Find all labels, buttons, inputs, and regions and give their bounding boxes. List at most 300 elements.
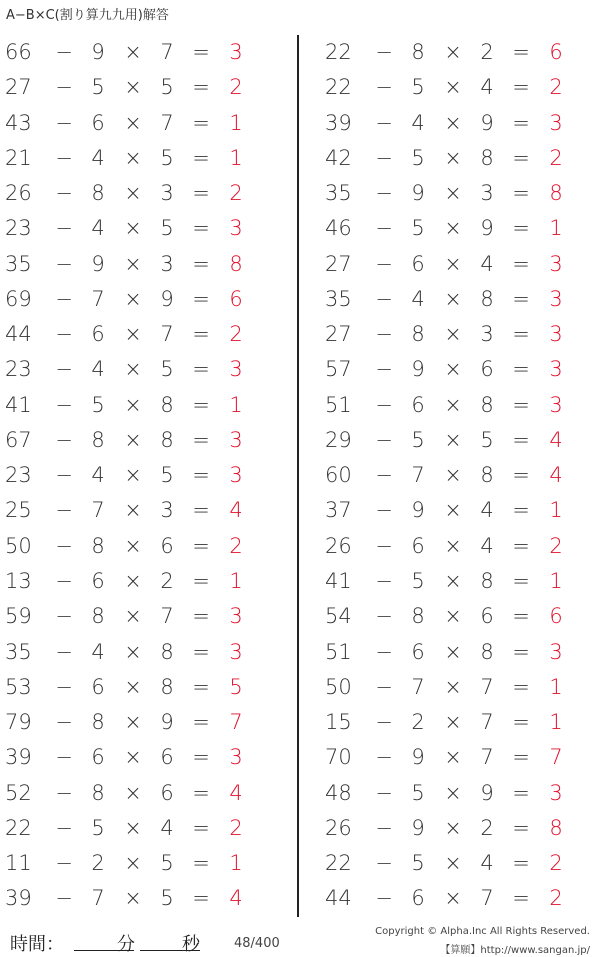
minus-sign: − — [375, 498, 393, 523]
times-sign: × — [124, 145, 142, 170]
multiplier: 8 — [160, 674, 174, 699]
answer: 5 — [229, 674, 243, 699]
page-title: A−B×C(割り算九九用)解答 — [6, 8, 169, 23]
minus-sign: − — [375, 216, 393, 241]
times-sign: × — [124, 40, 142, 64]
minuend: 51 — [325, 639, 352, 664]
problem-row — [320, 176, 600, 211]
multiplier: 2 — [480, 40, 494, 64]
equals-sign: = — [512, 251, 530, 276]
multiplier: 5 — [480, 427, 494, 452]
minuend: 50 — [5, 533, 32, 558]
multiplier: 7 — [160, 110, 174, 135]
minuend: 27 — [325, 251, 352, 276]
problem-row — [0, 458, 292, 493]
equals-sign: = — [512, 216, 530, 241]
answer: 2 — [229, 181, 243, 206]
problem-row — [320, 740, 600, 775]
multiplier: 9 — [480, 110, 494, 135]
minuend: 23 — [5, 216, 32, 241]
multiplier: 9 — [160, 710, 174, 735]
problem-row — [0, 247, 292, 282]
equals-sign: = — [192, 498, 210, 523]
problem-row — [0, 35, 292, 70]
problem-row — [0, 881, 292, 916]
multiplier: 4 — [480, 251, 494, 276]
problem-row — [320, 635, 600, 670]
multiplicand: 4 — [91, 357, 105, 382]
minuend: 39 — [5, 886, 32, 911]
times-sign: × — [124, 110, 142, 135]
minuend: 29 — [325, 427, 352, 452]
multiplicand: 6 — [91, 110, 105, 135]
minuend: 67 — [5, 427, 32, 452]
multiplier: 5 — [160, 851, 174, 876]
problem-row — [320, 599, 600, 634]
multiplicand: 6 — [411, 392, 425, 417]
multiplicand: 9 — [91, 40, 105, 64]
multiplicand: 8 — [91, 780, 105, 805]
problem-row — [320, 106, 600, 141]
minuend: 57 — [325, 357, 352, 382]
problem-row — [320, 282, 600, 317]
times-sign: × — [124, 815, 142, 840]
multiplicand: 9 — [411, 815, 425, 840]
equals-sign: = — [192, 745, 210, 770]
minus-sign: − — [55, 110, 73, 135]
minus-sign: − — [375, 392, 393, 417]
problem-row — [320, 388, 600, 423]
multiplicand: 5 — [411, 780, 425, 805]
times-sign: × — [444, 286, 462, 311]
answer: 3 — [229, 639, 243, 664]
multiplier: 8 — [160, 427, 174, 452]
multiplicand: 6 — [411, 886, 425, 911]
times-sign: × — [124, 886, 142, 911]
multiplier: 7 — [480, 710, 494, 735]
equals-sign: = — [192, 780, 210, 805]
minuend: 26 — [325, 815, 352, 840]
equals-sign: = — [192, 815, 210, 840]
minuend: 27 — [325, 322, 352, 347]
minus-sign: − — [375, 357, 393, 382]
equals-sign: = — [512, 392, 530, 417]
problem-row — [320, 529, 600, 564]
minuend: 44 — [325, 886, 352, 911]
minus-sign: − — [55, 674, 73, 699]
multiplier: 3 — [160, 498, 174, 523]
minuend: 15 — [325, 710, 352, 735]
minuend: 59 — [5, 604, 32, 629]
minuend: 60 — [325, 463, 352, 488]
site-url: 【算願】http://www.sangan.jp/ — [440, 945, 590, 956]
multiplier: 7 — [480, 674, 494, 699]
answer: 6 — [549, 604, 563, 629]
minus-sign: − — [55, 40, 73, 64]
answer: 1 — [229, 851, 243, 876]
equals-sign: = — [192, 639, 210, 664]
problem-row — [0, 529, 292, 564]
minus-sign: − — [375, 886, 393, 911]
answer: 2 — [229, 322, 243, 347]
minus-sign: − — [55, 251, 73, 276]
times-sign: × — [124, 251, 142, 276]
times-sign: × — [124, 427, 142, 452]
multiplicand: 7 — [411, 463, 425, 488]
times-sign: × — [444, 745, 462, 770]
times-sign: × — [124, 674, 142, 699]
page-number: 48/400 — [234, 936, 280, 951]
answer: 6 — [549, 40, 563, 64]
multiplier: 8 — [480, 286, 494, 311]
minus-sign: − — [375, 710, 393, 735]
times-sign: × — [444, 533, 462, 558]
multiplier: 7 — [480, 745, 494, 770]
minus-sign: − — [375, 181, 393, 206]
problem-row — [320, 670, 600, 705]
equals-sign: = — [512, 463, 530, 488]
times-sign: × — [124, 710, 142, 735]
times-sign: × — [444, 463, 462, 488]
times-sign: × — [444, 40, 462, 64]
minus-sign: − — [375, 40, 393, 64]
minus-sign: − — [55, 533, 73, 558]
times-sign: × — [444, 780, 462, 805]
minuend: 35 — [325, 181, 352, 206]
times-sign: × — [124, 181, 142, 206]
answer: 1 — [549, 498, 563, 523]
answer: 4 — [549, 463, 563, 488]
equals-sign: = — [192, 604, 210, 629]
equals-sign: = — [512, 604, 530, 629]
minuend: 37 — [325, 498, 352, 523]
multiplicand: 5 — [411, 216, 425, 241]
multiplier: 7 — [160, 40, 174, 64]
minus-sign: − — [55, 322, 73, 347]
answer: 4 — [229, 780, 243, 805]
answer: 1 — [229, 392, 243, 417]
multiplier: 6 — [480, 357, 494, 382]
times-sign: × — [124, 604, 142, 629]
problem-row — [320, 70, 600, 105]
times-sign: × — [124, 780, 142, 805]
minuend: 11 — [5, 851, 32, 876]
equals-sign: = — [512, 286, 530, 311]
minus-sign: − — [375, 639, 393, 664]
multiplicand: 7 — [91, 886, 105, 911]
multiplicand: 8 — [91, 181, 105, 206]
minus-sign: − — [55, 463, 73, 488]
minuend: 69 — [5, 286, 32, 311]
equals-sign: = — [192, 251, 210, 276]
problem-row — [320, 705, 600, 740]
multiplicand: 6 — [91, 568, 105, 593]
equals-sign: = — [192, 181, 210, 206]
answer: 1 — [549, 674, 563, 699]
multiplier: 8 — [160, 392, 174, 417]
multiplier: 5 — [160, 357, 174, 382]
answer: 3 — [549, 357, 563, 382]
problem-row — [320, 846, 600, 881]
multiplicand: 9 — [411, 498, 425, 523]
minuend: 50 — [325, 674, 352, 699]
answer: 2 — [229, 75, 243, 100]
multiplier: 8 — [480, 568, 494, 593]
answer: 3 — [229, 216, 243, 241]
answer: 1 — [229, 110, 243, 135]
minus-sign: − — [55, 216, 73, 241]
times-sign: × — [124, 639, 142, 664]
minus-sign: − — [375, 604, 393, 629]
times-sign: × — [444, 75, 462, 100]
times-sign: × — [124, 357, 142, 382]
minuend: 13 — [5, 568, 32, 593]
minuend: 22 — [325, 851, 352, 876]
times-sign: × — [124, 286, 142, 311]
multiplier: 9 — [160, 286, 174, 311]
problem-row — [0, 846, 292, 881]
multiplier: 8 — [480, 145, 494, 170]
equals-sign: = — [512, 110, 530, 135]
multiplicand: 9 — [411, 745, 425, 770]
times-sign: × — [124, 533, 142, 558]
minus-sign: − — [375, 780, 393, 805]
answer: 3 — [229, 745, 243, 770]
multiplier: 5 — [160, 463, 174, 488]
minuend: 70 — [325, 745, 352, 770]
column-divider — [297, 35, 299, 917]
answer: 3 — [549, 780, 563, 805]
equals-sign: = — [192, 886, 210, 911]
problem-row — [320, 423, 600, 458]
multiplicand: 4 — [411, 286, 425, 311]
equals-sign: = — [192, 463, 210, 488]
multiplier: 2 — [480, 815, 494, 840]
times-sign: × — [444, 674, 462, 699]
minus-sign: − — [55, 286, 73, 311]
equals-sign: = — [512, 886, 530, 911]
problem-row — [320, 247, 600, 282]
multiplier: 5 — [160, 886, 174, 911]
answer: 1 — [229, 568, 243, 593]
multiplicand: 7 — [91, 498, 105, 523]
problem-row — [0, 564, 292, 599]
answer: 1 — [549, 216, 563, 241]
answer: 2 — [549, 851, 563, 876]
multiplicand: 6 — [411, 251, 425, 276]
answer: 3 — [229, 357, 243, 382]
multiplier: 4 — [160, 815, 174, 840]
multiplicand: 9 — [411, 357, 425, 382]
equals-sign: = — [192, 710, 210, 735]
equals-sign: = — [512, 181, 530, 206]
answer: 2 — [229, 533, 243, 558]
multiplier: 5 — [160, 216, 174, 241]
left-problem-column — [0, 35, 292, 917]
answer: 4 — [229, 886, 243, 911]
equals-sign: = — [192, 75, 210, 100]
minus-sign: − — [375, 568, 393, 593]
minus-sign: − — [375, 851, 393, 876]
minus-sign: − — [375, 110, 393, 135]
times-sign: × — [444, 639, 462, 664]
answer: 8 — [229, 251, 243, 276]
minus-sign: − — [55, 427, 73, 452]
problem-row — [0, 352, 292, 387]
multiplicand: 5 — [411, 427, 425, 452]
multiplicand: 4 — [91, 216, 105, 241]
minuend: 35 — [5, 251, 32, 276]
problem-row — [0, 106, 292, 141]
minus-sign: − — [55, 851, 73, 876]
times-sign: × — [444, 322, 462, 347]
multiplicand: 7 — [91, 286, 105, 311]
minuend: 48 — [325, 780, 352, 805]
minuend: 22 — [325, 40, 352, 64]
answer: 4 — [549, 427, 563, 452]
multiplicand: 8 — [411, 322, 425, 347]
times-sign: × — [124, 745, 142, 770]
equals-sign: = — [512, 745, 530, 770]
minus-sign: − — [55, 710, 73, 735]
multiplicand: 6 — [411, 639, 425, 664]
multiplicand: 4 — [91, 463, 105, 488]
equals-sign: = — [512, 75, 530, 100]
times-sign: × — [444, 886, 462, 911]
minus-sign: − — [55, 886, 73, 911]
problem-row — [320, 776, 600, 811]
minuend: 42 — [325, 145, 352, 170]
minuend: 54 — [325, 604, 352, 629]
multiplier: 6 — [480, 604, 494, 629]
minus-sign: − — [55, 639, 73, 664]
times-sign: × — [444, 710, 462, 735]
minus-sign: − — [55, 392, 73, 417]
multiplier: 5 — [160, 145, 174, 170]
equals-sign: = — [512, 322, 530, 347]
minuend: 21 — [5, 145, 32, 170]
problem-row — [320, 352, 600, 387]
equals-sign: = — [512, 357, 530, 382]
minus-sign: − — [375, 815, 393, 840]
multiplier: 6 — [160, 533, 174, 558]
problem-row — [320, 458, 600, 493]
multiplier: 8 — [480, 639, 494, 664]
problem-row — [0, 740, 292, 775]
equals-sign: = — [192, 357, 210, 382]
seconds-label: 秒 — [182, 934, 200, 955]
answer: 3 — [549, 639, 563, 664]
minus-sign: − — [55, 780, 73, 805]
answer: 3 — [229, 463, 243, 488]
multiplicand: 5 — [411, 145, 425, 170]
multiplicand: 6 — [91, 745, 105, 770]
problem-row — [320, 881, 600, 916]
answer: 3 — [549, 286, 563, 311]
multiplicand: 4 — [411, 110, 425, 135]
multiplicand: 2 — [411, 710, 425, 735]
minus-sign: − — [55, 357, 73, 382]
multiplier: 3 — [480, 322, 494, 347]
minus-sign: − — [55, 145, 73, 170]
times-sign: × — [444, 568, 462, 593]
problem-row — [0, 141, 292, 176]
multiplier: 4 — [480, 75, 494, 100]
multiplicand: 5 — [91, 75, 105, 100]
equals-sign: = — [512, 145, 530, 170]
multiplier: 7 — [160, 322, 174, 347]
minus-sign: − — [55, 181, 73, 206]
multiplicand: 5 — [411, 851, 425, 876]
equals-sign: = — [192, 851, 210, 876]
times-sign: × — [124, 75, 142, 100]
problem-grid — [0, 35, 600, 917]
times-sign: × — [444, 604, 462, 629]
minuend: 46 — [325, 216, 352, 241]
equals-sign: = — [512, 851, 530, 876]
minus-sign: − — [375, 745, 393, 770]
minus-sign: − — [55, 568, 73, 593]
times-sign: × — [124, 463, 142, 488]
multiplier: 5 — [160, 75, 174, 100]
minuend: 66 — [5, 40, 32, 64]
problem-row — [0, 317, 292, 352]
multiplicand: 2 — [91, 851, 105, 876]
equals-sign: = — [192, 427, 210, 452]
minus-sign: − — [55, 745, 73, 770]
answer: 8 — [549, 815, 563, 840]
multiplicand: 4 — [91, 639, 105, 664]
answer: 4 — [229, 498, 243, 523]
equals-sign: = — [192, 568, 210, 593]
equals-sign: = — [192, 533, 210, 558]
problem-row — [0, 776, 292, 811]
answer: 3 — [549, 110, 563, 135]
equals-sign: = — [512, 710, 530, 735]
multiplicand: 8 — [91, 604, 105, 629]
copyright-text: Copyright © Alpha.Inc All Rights Reserved. — [375, 926, 590, 937]
minuend: 22 — [5, 815, 32, 840]
problem-row — [0, 635, 292, 670]
equals-sign: = — [512, 780, 530, 805]
multiplier: 6 — [160, 745, 174, 770]
times-sign: × — [444, 216, 462, 241]
minuend: 27 — [5, 75, 32, 100]
multiplier: 4 — [480, 498, 494, 523]
minus-sign: − — [375, 533, 393, 558]
minus-sign: − — [375, 322, 393, 347]
minutes-label: 分 — [117, 934, 135, 955]
multiplicand: 7 — [411, 674, 425, 699]
equals-sign: = — [512, 639, 530, 664]
equals-sign: = — [512, 533, 530, 558]
answer: 3 — [549, 392, 563, 417]
problem-row — [0, 70, 292, 105]
answer: 2 — [549, 145, 563, 170]
minuend: 26 — [5, 181, 32, 206]
minuend: 41 — [325, 568, 352, 593]
problem-row — [320, 811, 600, 846]
multiplier: 9 — [480, 216, 494, 241]
equals-sign: = — [192, 110, 210, 135]
problem-row — [0, 423, 292, 458]
times-sign: × — [124, 568, 142, 593]
minuend: 51 — [325, 392, 352, 417]
minuend: 23 — [5, 357, 32, 382]
multiplicand: 5 — [91, 815, 105, 840]
multiplier: 4 — [480, 851, 494, 876]
multiplier: 2 — [160, 568, 174, 593]
